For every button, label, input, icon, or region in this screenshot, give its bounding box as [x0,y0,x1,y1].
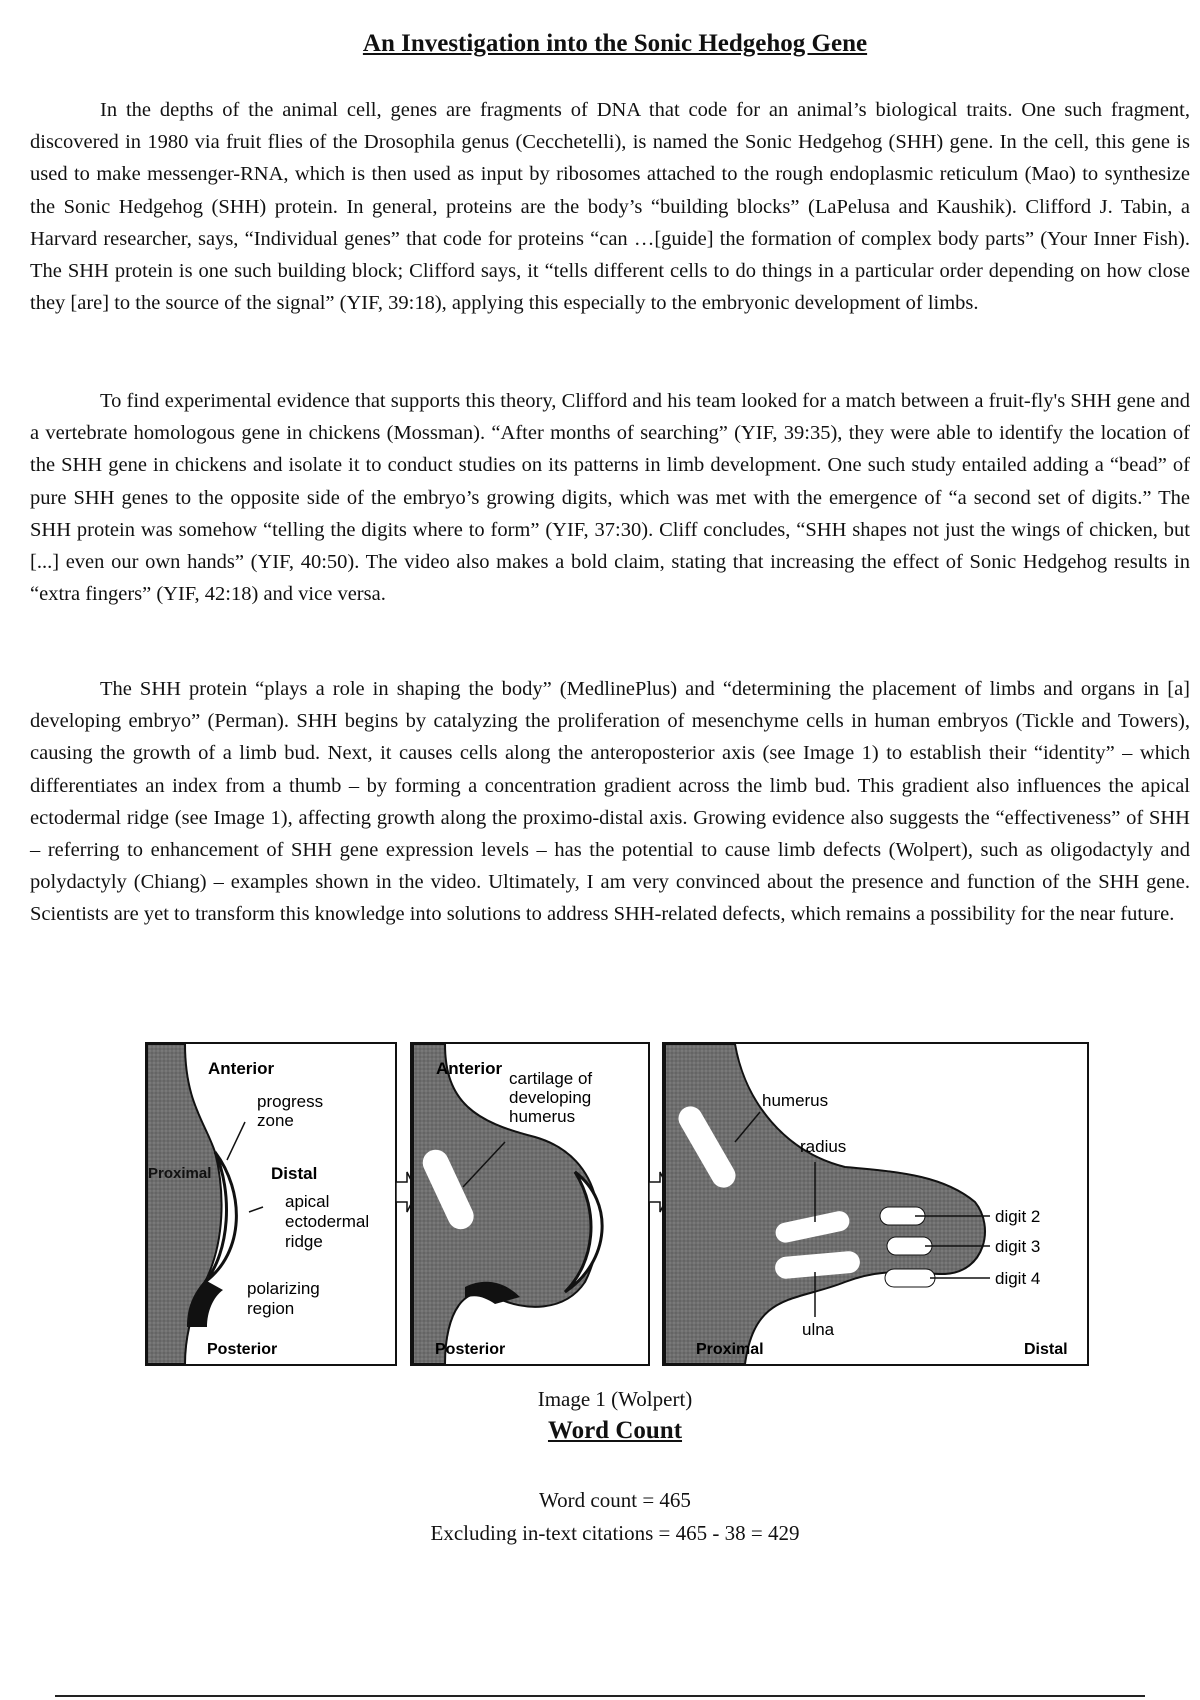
figure-caption: Image 1 (Wolpert) [537,1387,693,1411]
figure-panel-1 [146,1043,396,1365]
limb-development-figure [145,1042,1090,1367]
figure-panel-3 [663,1043,1088,1365]
label-posterior-2: Posterior [435,1341,506,1358]
label-distal-1: Distal [271,1164,318,1183]
paragraph-3 [30,673,1190,931]
word-count-excluding-citations: Excluding in-text citations = 465 - 38 = 429 [430,1521,800,1545]
label-progress-zone-1: progress [257,1092,324,1111]
label-proximal-1: Proximal [148,1165,212,1182]
label-anterior-2: Anterior [436,1059,503,1078]
label-posterior-1: Posterior [207,1341,278,1358]
label-digit-2: digit 2 [995,1207,1041,1226]
label-cartilage-1: cartilage of [509,1069,593,1088]
figure-panel-2 [411,1043,649,1365]
label-proximal-3: Proximal [696,1341,764,1358]
word-count-total: Word count = 465 [539,1488,691,1512]
label-anterior-1: Anterior [208,1059,275,1078]
bottom-divider [55,1695,1145,1697]
paragraph-2 [30,385,1190,610]
label-aer-3: ridge [285,1232,323,1251]
paragraph-1-text: In the depths of the animal cell, genes are fragments of DNA that code for an animal’s biological traits. One such fragment, discovered in 1980 via fruit flies of the Drosophila genus (Cecchetelli), is named the Sonic Hedgehog (SHH) gene. In the cell, this gene is used to make messenger-RNA, which is then used as input by ribosomes attached to the rough endoplasmic reticulum (Mao) to synthesize the Sonic Hedgehog (SHH) protein. In general, proteins are the body’s “building blocks” (LaPelusa and Kaushik). Clifford J. Tabin, a Harvard researcher, says, “Individual genes” that code for proteins “can …[guide] the formation of complex body parts” (Your Inner Fish). The SHH protein is one such building block; Clifford says, it “tells different cells to do things in a particular order depending on how close they [are] to the source of the signal” (YIF, 39:18), applying this especially to the embryonic development of limbs. [30,99,1190,315]
label-radius: radius [800,1137,847,1156]
label-digit-4: digit 4 [995,1269,1041,1288]
document-title: An Investigation into the Sonic Hedgehog Gene [362,30,868,57]
paragraph-1 [30,94,1190,319]
label-aer-2: ectodermal [285,1212,370,1231]
word-count-heading: Word Count [547,1417,683,1444]
label-cartilage-3: humerus [509,1107,576,1126]
paragraph-3-text: The SHH protein “plays a role in shaping the body” (MedlinePlus) and “determining the placement of limbs and organs in [a] developing embryo” (Perman). SHH begins by catalyzing the proliferation of mesenchyme cells in human embryos (Tickle and Towers), causing the growth of a limb bud. Next, it causes cells along the anteroposterior axis (see Image 1) to establish their “identity” – which differentiates an index from a thumb – by forming a concentration gradient across the limb bud. This gradient also influences the apical ectodermal ridge (see Image 1), affecting growth along the proximo-distal axis. Growing evidence also suggests the “effectiveness” of SHH – referring to enhancement of SHH gene expression levels – has the potential to cause limb defects (Wolpert), such as oligodactyly and polydactyly (Chiang) – examples shown in the video. Ultimately, I am very convinced about the presence and function of the SHH gene. Scientists are yet to transform this knowledge into solutions to address SHH-related defects, which remains a possibility for the near future. [30,678,1190,926]
label-humerus: humerus [762,1091,829,1110]
label-progress-zone-2: zone [257,1111,294,1130]
label-ulna: ulna [802,1320,835,1339]
label-digit-3: digit 3 [995,1237,1041,1256]
digit-4-bone [885,1269,935,1287]
label-aer-1: apical [285,1192,330,1211]
label-polarizing-2: region [247,1299,295,1318]
label-polarizing-1: polarizing [247,1279,320,1298]
label-cartilage-2: developing [509,1088,592,1107]
label-distal-3: Distal [1024,1341,1068,1358]
paragraph-2-text: To find experimental evidence that supports this theory, Clifford and his team looked for a match between a fruit-fly's SHH gene and a vertebrate homologous gene in chickens (Mossman). “After months of searching” (YIF, 39:35), they were able to identify the location of the SHH gene in chickens and isolate it to conduct studies on its patterns in limb development. One such study entailed adding a “bead” of pure SHH genes to the opposite side of the embryo’s growing digits, which was met with the emergence of “a second set of digits.” The SHH protein was somehow “telling the digits where to form” (YIF, 37:30). Cliff concludes, “SHH shapes not just the wings of chicken, but [...] even our own hands” (YIF, 40:50). The video also makes a bold claim, stating that increasing the effect of Sonic Hedgehog results in “extra fingers” (YIF, 42:18) and vice versa. [30,390,1190,606]
